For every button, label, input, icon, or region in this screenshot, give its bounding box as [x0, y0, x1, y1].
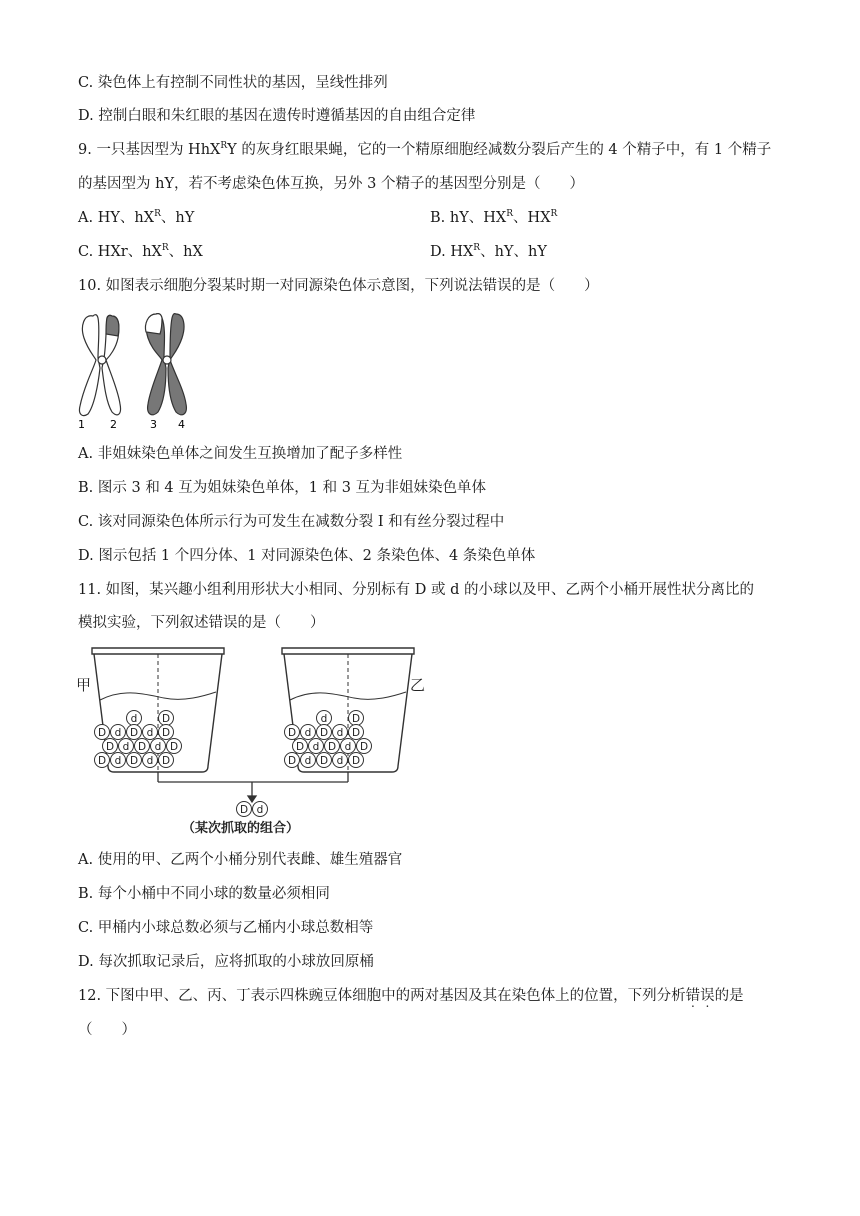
- q11-stem-line2: 模拟实验，下列叙述错误的是（ ）: [78, 615, 325, 631]
- ball-label: d: [312, 741, 320, 753]
- centromere-2: [163, 356, 171, 364]
- figure-caption: （某次抓取的组合）: [182, 821, 300, 836]
- q9-option-a: A. HY、$hX^R$、hY: [78, 209, 195, 226]
- q10-stem: 10. 如图表示细胞分裂某时期一对同源染色体示意图，下列说法错误的是（ ）: [78, 278, 599, 294]
- q10-option-a: A. 非姐妹染色单体之间发生互换增加了配子多样性: [78, 446, 403, 462]
- q11-option-a: A. 使用的甲、乙两个小桶分别代表雌、雄生殖器官: [78, 852, 403, 868]
- q10-option-b: B. 图示 3 和 4 互为姐妹染色单体，1 和 3 互为非姐妹染色单体: [78, 480, 487, 496]
- ball-label: d: [344, 741, 352, 753]
- q11-option-c: C. 甲桶内小球总数必须与乙桶内小球总数相等: [78, 920, 374, 936]
- ball-label: d: [320, 713, 328, 725]
- q9-option-b: B. hY、$HX^R$、$HX^R$: [430, 209, 558, 226]
- drawn-pair: [237, 802, 268, 817]
- balls-right: [285, 711, 372, 768]
- ball-label: d: [146, 727, 154, 739]
- ball-label: D: [359, 741, 369, 753]
- homologous-chromosome-figure: [74, 306, 204, 434]
- q12-stem-line2: （ ）: [78, 1022, 136, 1038]
- ball-label: d: [256, 804, 264, 816]
- q9-option-d: D. $HX^R$、hY、hY: [430, 243, 547, 260]
- ball-label: D: [161, 713, 171, 725]
- ball-label: D: [239, 804, 249, 816]
- centromere-1: [98, 356, 106, 364]
- q8-option-d: D. 控制白眼和朱红眼的基因在遗传时遵循基因的自由组合定律: [78, 108, 476, 124]
- ball-label: D: [129, 727, 139, 739]
- bucket-left-label: 甲: [76, 676, 92, 694]
- q11-option-d: D. 每次抓取记录后，应将抓取的小球放回原桶: [78, 954, 374, 970]
- ball-label: d: [154, 741, 162, 753]
- ball-label: D: [351, 755, 361, 767]
- q12-stem-line1: 12. 下图中甲、乙、丙、丁表示四株豌豆体细胞中的两对基因及其在染色体上的位置，下列分析错误的是: [78, 988, 744, 1004]
- q9-stem-line2: 的基因型为 hY，若不考虑染色体互换，另外 3 个精子的基因型分别是（ ）: [78, 176, 584, 192]
- label-4: 4: [178, 418, 185, 431]
- label-2: 2: [110, 418, 117, 431]
- ball-label: d: [336, 727, 344, 739]
- ball-label: D: [351, 713, 361, 725]
- ball-label: d: [130, 713, 138, 725]
- ball-label: D: [161, 755, 171, 767]
- balls-left: [95, 711, 182, 768]
- chromatid-4: [168, 314, 186, 415]
- emphasis-char: 误: [700, 988, 715, 1004]
- chromatid-1: [79, 315, 100, 416]
- ball-label: D: [351, 727, 361, 739]
- q9-option-c: C. HXr、$hX^R$、hX: [78, 243, 203, 260]
- connector-lines: [158, 772, 348, 802]
- chromatid-3: [145, 314, 166, 415]
- ball-label: d: [122, 741, 130, 753]
- q11-stem-line1: 11. 如图，某兴趣小组利用形状大小相同、分别标有 D 或 d 的小球以及甲、乙两个小桶开展性状分离比的: [78, 582, 755, 598]
- label-1: 1: [78, 418, 85, 431]
- ball-label: D: [327, 741, 337, 753]
- ball-label: D: [319, 755, 329, 767]
- bucket-right-label: 乙: [410, 676, 426, 694]
- chromatid-2: [102, 315, 121, 414]
- ball-label: D: [129, 755, 139, 767]
- ball-label: D: [169, 741, 179, 753]
- ball-label: d: [336, 755, 344, 767]
- ball-label: d: [114, 755, 122, 767]
- ball-label: D: [287, 755, 297, 767]
- ball-label: d: [304, 755, 312, 767]
- q9-stem-line1: 9. 一只基因型为 HhX$^R$Y 的灰身红眼果蝇，它的一个精原细胞经减数分裂后产生的 4 个精子中，有 1 个精子: [78, 141, 772, 158]
- ball-label: D: [105, 741, 115, 753]
- ball-label: D: [97, 755, 107, 767]
- q11-option-b: B. 每个小桶中不同小球的数量必须相同: [78, 886, 330, 902]
- ball-label: D: [295, 741, 305, 753]
- ball-label: D: [287, 727, 297, 739]
- ball-label: d: [114, 727, 122, 739]
- ball-label: D: [161, 727, 171, 739]
- ball-label: d: [304, 727, 312, 739]
- label-3: 3: [150, 418, 157, 431]
- q10-option-c: C. 该对同源染色体所示行为可发生在减数分裂 Ⅰ 和有丝分裂过程中: [78, 514, 505, 530]
- bucket-simulation-figure: [74, 642, 434, 838]
- q10-option-d: D. 图示包括 1 个四分体、1 对同源染色体、2 条染色体、4 条染色单体: [78, 548, 536, 564]
- ball-label: D: [97, 727, 107, 739]
- q8-option-c: C. 染色体上有控制不同性状的基因，呈线性排列: [78, 75, 388, 91]
- emphasis-char: 错: [685, 988, 701, 1004]
- ball-label: D: [319, 727, 329, 739]
- ball-label: D: [137, 741, 147, 753]
- ball-label: d: [146, 755, 154, 767]
